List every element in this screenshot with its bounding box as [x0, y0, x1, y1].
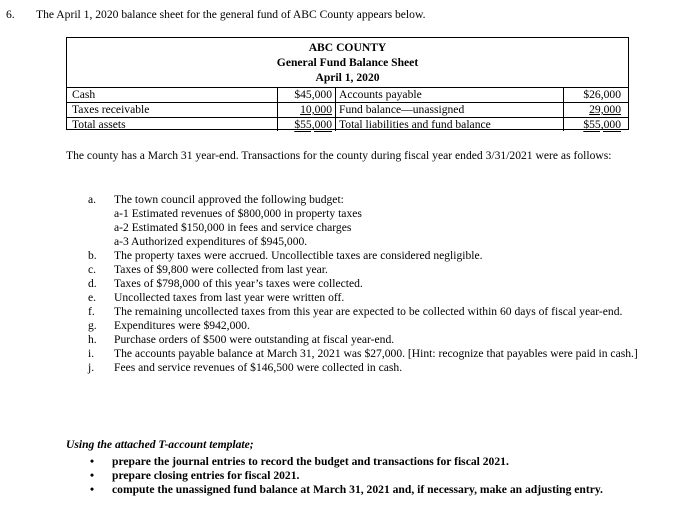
asset-label: Cash: [72, 88, 96, 101]
question-text: The April 1, 2020 balance sheet for the general fund of ABC County appears below.: [36, 8, 426, 21]
item-text: The accounts payable balance at March 31, 2021 was $27,000. [Hint: recognize that payables were paid in cash.]: [114, 347, 638, 360]
item-text: Uncollected taxes from last year were written off.: [114, 291, 345, 304]
question-number: 6.: [6, 8, 15, 21]
item-text: The remaining uncollected taxes from this year are expected to be collected within 60 days of fiscal year-end.: [114, 305, 623, 318]
sub-item: a-3 Authorized expenditures of $945,000.: [114, 235, 308, 248]
item-letter: a.: [88, 193, 97, 206]
item-letter: e.: [88, 291, 97, 304]
column-divider: [335, 87, 336, 131]
item-text: Taxes of $798,000 of this year’s taxes were collected.: [114, 277, 363, 290]
balance-sheet-header: [67, 40, 628, 85]
list-item: [88, 263, 658, 277]
item-text: Fees and service revenues of $146,500 were collected in cash.: [114, 361, 403, 374]
liability-label: Fund balance—unassigned: [339, 103, 465, 116]
asset-amount: $45,000: [294, 88, 332, 101]
item-letter: c.: [88, 263, 97, 276]
list-item: [90, 469, 650, 483]
intro-paragraph: The county has a March 31 year-end. Transactions for the county during fiscal year ended 3/31/2021 were as follows:: [66, 149, 612, 162]
bullet-icon: •: [90, 469, 95, 482]
item-text: Purchase orders of $500 were outstanding at fiscal year-end.: [114, 333, 395, 346]
transactions-list: [88, 193, 658, 375]
asset-label: Total assets: [72, 118, 126, 131]
item-text: Taxes of $9,800 were collected from last year.: [114, 263, 328, 276]
list-item: [88, 361, 658, 375]
list-item: [88, 193, 658, 249]
statement-title: General Fund Balance Sheet: [276, 56, 419, 69]
item-letter: h.: [88, 333, 97, 346]
item-letter: d.: [88, 277, 97, 290]
list-item: [90, 483, 650, 497]
item-letter: j.: [88, 361, 95, 374]
item-letter: i.: [88, 347, 95, 360]
item-letter: b.: [88, 249, 97, 262]
liability-amount: $55,000: [583, 118, 621, 131]
entity-name: ABC COUNTY: [308, 41, 387, 54]
list-item: [88, 305, 658, 319]
question-heading: [6, 8, 425, 22]
list-item: [88, 291, 658, 305]
table-row: [66, 88, 629, 103]
item-letter: g.: [88, 319, 97, 332]
balance-sheet: [66, 37, 629, 130]
task-text: prepare closing entries for fiscal 2021.: [112, 469, 300, 482]
asset-amount: 10,000: [300, 103, 332, 116]
item-text: The town council approved the following budget:: [114, 193, 344, 206]
column-divider: [277, 87, 278, 131]
instructions-heading: Using the attached T-account template;: [66, 438, 254, 451]
item-text: The property taxes were accrued. Uncollectible taxes are considered negligible.: [114, 249, 483, 262]
liability-label: Accounts payable: [339, 88, 422, 101]
bullet-icon: •: [90, 455, 95, 468]
table-row: [66, 118, 629, 132]
liability-label: Total liabilities and fund balance: [339, 118, 491, 131]
balance-sheet-rows: [66, 87, 629, 132]
item-letter: f.: [88, 305, 95, 318]
sub-item: a-2 Estimated $150,000 in fees and service charges: [114, 221, 352, 234]
asset-label: Taxes receivable: [72, 103, 150, 116]
list-item: [88, 333, 658, 347]
list-item: [88, 277, 658, 291]
table-row: [66, 103, 629, 118]
list-item: [90, 455, 650, 469]
liability-amount: 29,000: [589, 103, 621, 116]
sub-item: a-1 Estimated revenues of $800,000 in property taxes: [114, 207, 362, 220]
task-text: prepare the journal entries to record the budget and transactions for fiscal 2021.: [112, 455, 509, 468]
task-text: compute the unassigned fund balance at March 31, 2021 and, if necessary, make an adjusting entry.: [112, 483, 603, 496]
column-divider: [563, 87, 564, 131]
list-item: [88, 347, 658, 361]
bullet-icon: •: [90, 483, 95, 496]
task-list: [90, 455, 650, 497]
liability-amount: $26,000: [583, 88, 621, 101]
item-text: Expenditures were $942,000.: [114, 319, 250, 332]
list-item: [88, 319, 658, 333]
asset-amount: $55,000: [294, 118, 332, 131]
statement-date: April 1, 2020: [315, 71, 380, 84]
list-item: [88, 249, 658, 263]
